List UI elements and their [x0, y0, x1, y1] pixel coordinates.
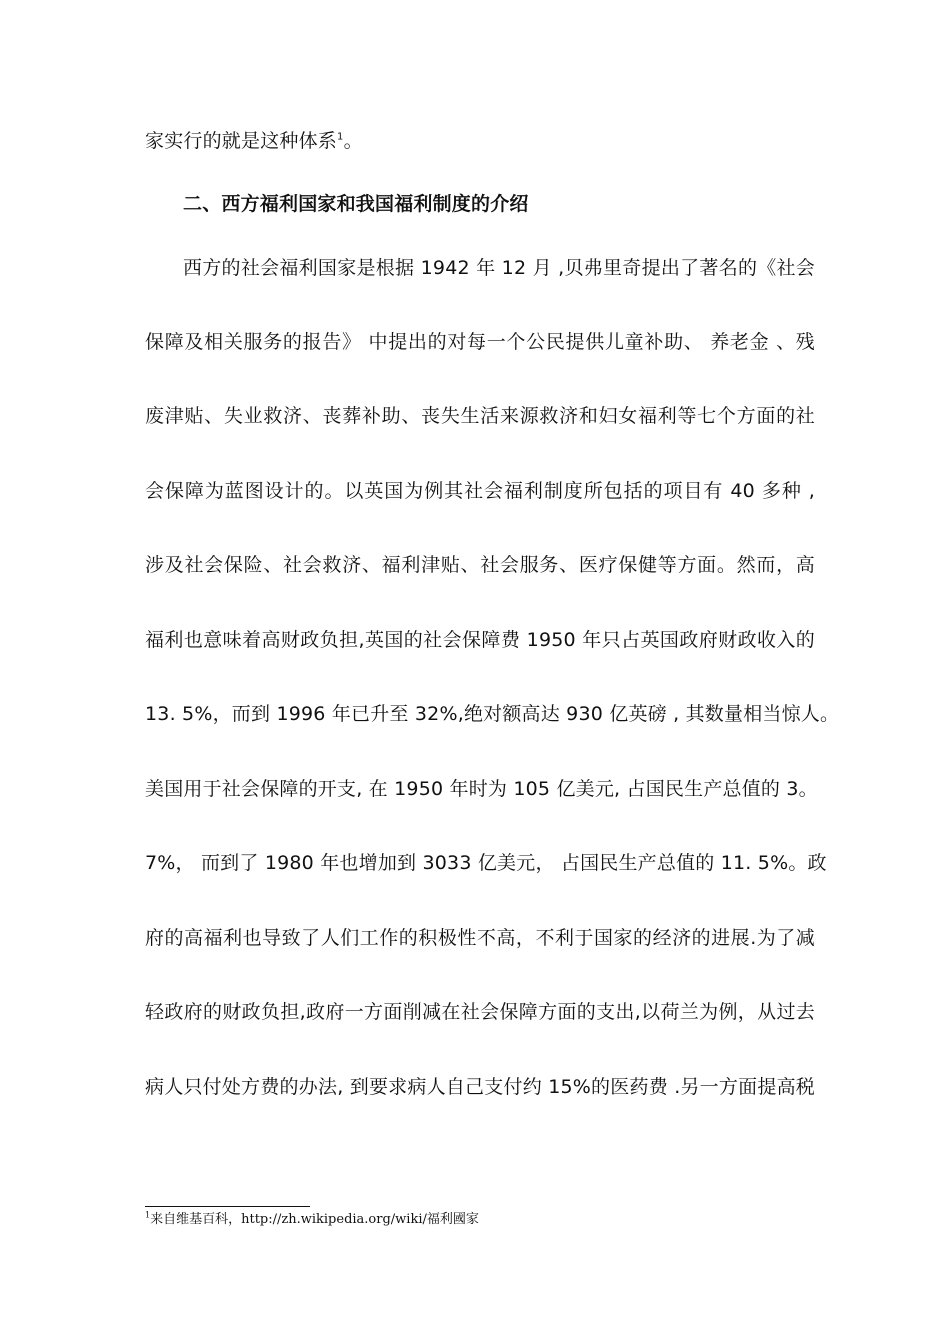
paragraph-line: 病人只付处方费的办法, 到要求病人自己支付约 15%的医药费 .另一方面提高税: [145, 1076, 815, 1098]
paragraph-line: 轻政府的财政负担,政府一方面削减在社会保障方面的支出,以荷兰为例，从过去: [145, 1001, 815, 1023]
paragraph-line: 西方的社会福利国家是根据 1942 年 12 月 ,贝弗里奇提出了著名的《社会: [183, 257, 815, 279]
paragraph-line: 13. 5%，而到 1996 年已升至 32%,绝对额高达 930 亿英磅 , 其数量相当惊人。: [145, 703, 840, 725]
continuation-text: 家实行的就是这种体系: [145, 130, 338, 152]
footnote-separator: [145, 1206, 310, 1207]
paragraph-line: 保障及相关服务的报告》 中提出的对每一个公民提供儿童补助、 养老金 、残: [145, 331, 815, 353]
paragraph-line: 美国用于社会保障的开支, 在 1950 年时为 105 亿美元, 占国民生产总值的 3。: [145, 778, 818, 800]
paragraph-line: 涉及社会保险、社会救济、福利津贴、社会服务、医疗保健等方面。然而，高: [145, 554, 815, 576]
paragraph-line: 废津贴、失业救济、丧葬补助、丧失生活来源救济和妇女福利等七个方面的社: [145, 405, 815, 427]
footnote-mark: 1: [145, 1210, 151, 1220]
paragraph-continuation-line: [145, 127, 815, 155]
paragraph-line: 会保障为蓝图设计的。以英国为例其社会福利制度所包括的项目有 40 多种 ,: [145, 480, 815, 502]
footnote-text[interactable]: 来自维基百科，http://zh.wikipedia.org/wiki/福利國家: [150, 1212, 479, 1227]
continuation-end: 。: [343, 130, 363, 152]
paragraph-line: 府的高福利也导致了人们工作的积极性不高，不利于国家的经济的进展.为了减: [145, 927, 815, 949]
section-heading: 二、西方福利国家和我国福利制度的介绍: [183, 193, 529, 215]
paragraph-line: 福利也意味着高财政负担,英国的社会保障费 1950 年只占英国政府财政收入的: [145, 629, 815, 651]
paragraph-line: 7%， 而到了 1980 年也增加到 3033 亿美元， 占国民生产总值的 11. 5%。政: [145, 852, 827, 874]
footnote: [145, 1211, 479, 1229]
footnote-reference-mark[interactable]: 1: [337, 131, 344, 143]
